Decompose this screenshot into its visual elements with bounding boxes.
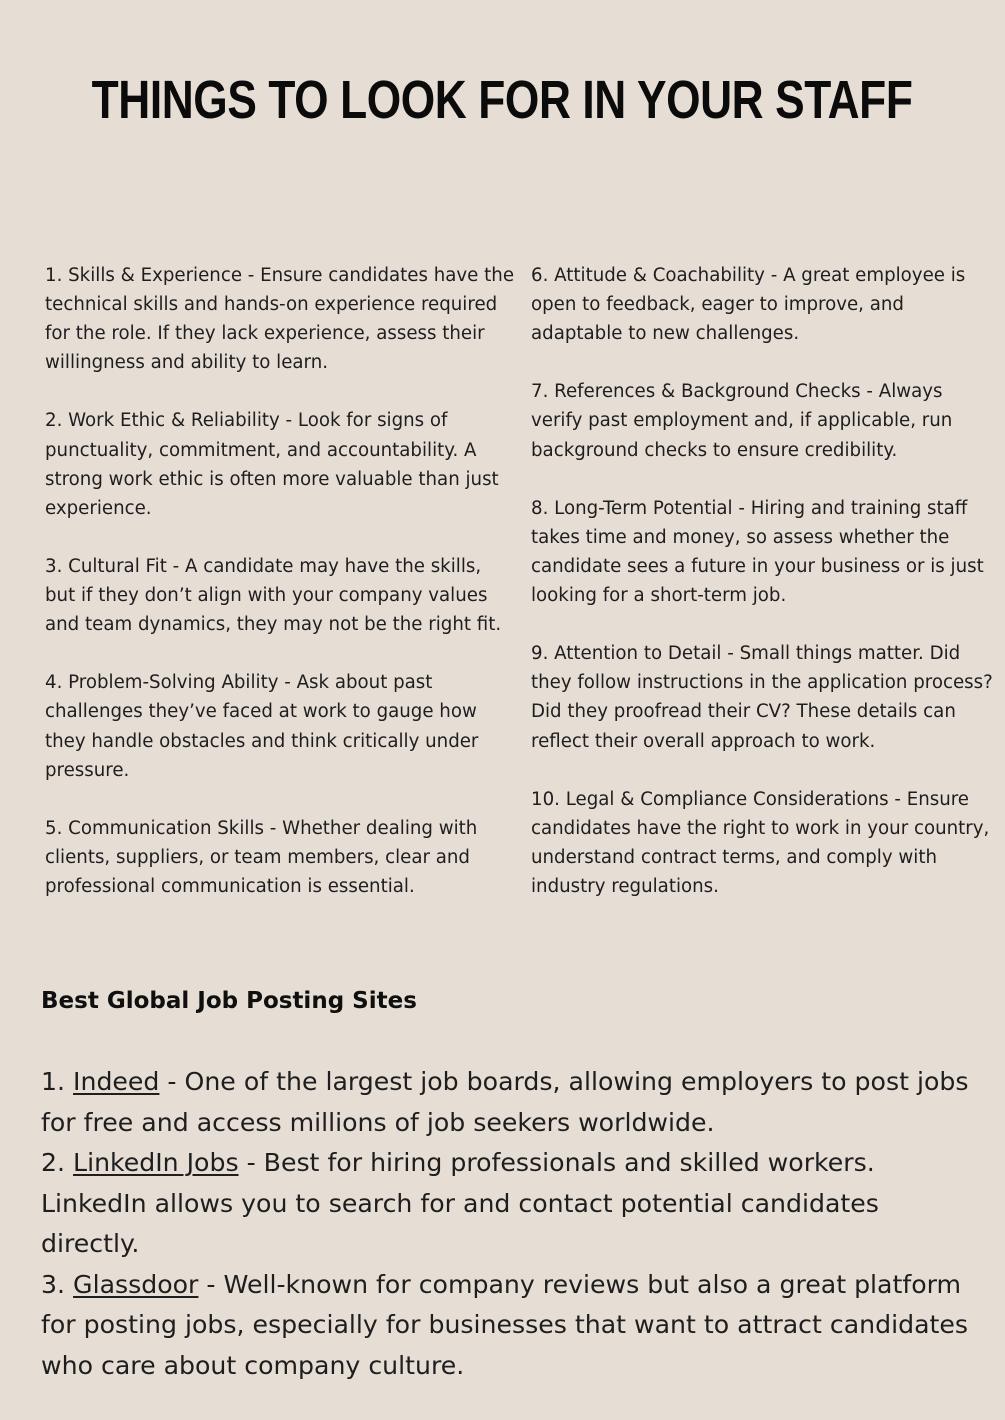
tip-item: 1. Skills & Experience - Ensure candidates have the technical skills and hands-on experience required for the role. If they lack experience, assess their willingness and ability to learn. [45, 265, 515, 374]
page-title: THINGS TO LOOK FOR IN YOUR STAFF [91, 70, 913, 130]
tip-item: 6. Attitude & Coachability - A great employee is open to feedback, eager to improve, and adaptable to new challenges. [531, 265, 966, 345]
tip-item: 8. Long-Term Potential - Hiring and training staff takes time and money, so assess whether the candidate sees a future in your business or is just looking for a short-term job. [531, 497, 984, 607]
tip-item: 4. Problem-Solving Ability - Ask about past challenges they’ve faced at work to gauge how they handle obstacles and think critically under pressure. [45, 672, 479, 781]
job-site-item [41, 1062, 981, 1143]
job-site-link-glassdoor[interactable]: Glassdoor [73, 1269, 199, 1299]
job-site-number: 3. [41, 1269, 74, 1299]
job-site-number: 1. [41, 1067, 74, 1096]
job-site-description: - Best for hiring professionals and skilled workers. LinkedIn allows you to search for and contact potential candidates directly. [41, 1148, 879, 1258]
tip-item: 2. Work Ethic & Reliability - Look for signs of punctuality, commitment, and accountability. A strong work ethic is often more valuable than just experience. [45, 410, 499, 519]
job-site-description: - Well-known for company reviews but also a great platform for posting jobs, especially for businesses that want to attract candidates who care about company culture. [41, 1269, 969, 1380]
job-site-description: - One of the largest job boards, allowing employers to post jobs for free and access millions of job seekers worldwide. [41, 1067, 969, 1137]
tip-item: 10. Legal & Compliance Considerations - Ensure candidates have the right to work in your country, understand contract terms, and comply with industry regulations. [531, 788, 990, 897]
tip-item: 5. Communication Skills - Whether dealing with clients, suppliers, or team members, clear and professional communication is essential. [45, 817, 478, 897]
job-site-number: 2. [41, 1148, 74, 1177]
job-site-item [41, 1265, 981, 1387]
job-site-link-indeed[interactable]: Indeed [73, 1067, 160, 1096]
tip-item: 7. References & Background Checks - Always verify past employment and, if applicable, run background checks to ensure credibility. [531, 381, 953, 461]
left-column [45, 261, 515, 930]
right-column [531, 261, 999, 930]
tip-item: 3. Cultural Fit - A candidate may have the skills, but if they don’t align with your company values and team dynamics, they may not be the right fit. [45, 555, 502, 636]
job-site-link-linkedin-jobs[interactable]: LinkedIn Jobs [73, 1148, 239, 1177]
sites-heading: Best Global Job Posting Sites [41, 988, 417, 1014]
job-sites-list [41, 1062, 981, 1386]
job-site-item [41, 1143, 981, 1265]
tip-item: 9. Attention to Detail - Small things matter. Did they follow instructions in the application process? Did they proofread their CV? These details can reflect their overall approach to work. [531, 643, 993, 752]
